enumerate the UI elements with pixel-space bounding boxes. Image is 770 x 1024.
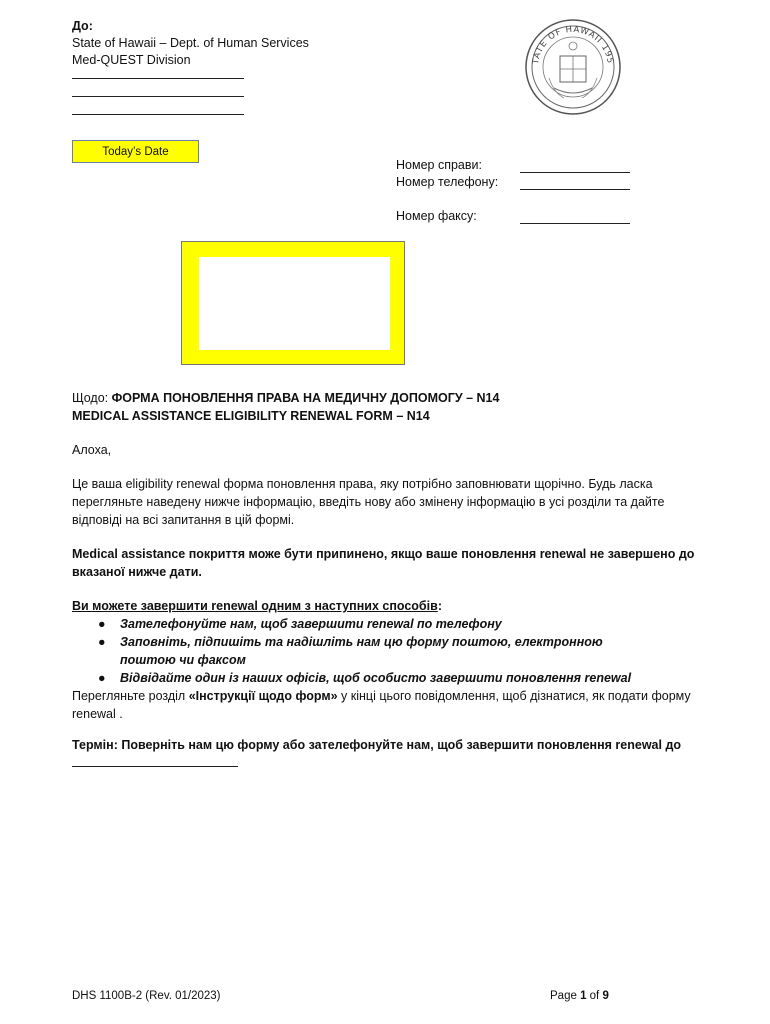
deadline-blank xyxy=(72,756,238,767)
list-item: ● Зателефонуйте нам, щоб завершити renewal по телефону xyxy=(98,617,502,631)
options-heading-colon: : xyxy=(437,599,442,613)
intro-paragraph: Це ваша eligibility renewal форма поновлення права, яку потрібно заповнювати щорічно. Будь ласка перегляньте наведену нижче інформацію, введіть нову або змінену інформацію в усі розділи та дайте відповіді на всі запитання в цій формі. xyxy=(72,477,665,527)
address-blank-2 xyxy=(72,87,244,97)
state-seal-icon xyxy=(524,18,622,116)
list-item: ● Заповніть, підпишіть та надішліть нам цю форму поштою, електронною поштою чи факсом xyxy=(98,635,603,667)
recipient-line-2: Med-QUEST Division xyxy=(72,53,191,67)
form-id: DHS 1100B-2 (Rev. 01/2023) xyxy=(72,990,221,1002)
recipient-block xyxy=(72,18,309,123)
todays-date-label: Today’s Date xyxy=(102,145,169,158)
bullet-icon: ● xyxy=(98,635,106,649)
options-section xyxy=(72,597,712,723)
mailing-address-window xyxy=(199,257,390,350)
fax-number-blank xyxy=(520,211,630,224)
instructions-link-text: «Інструкції щодо форм» xyxy=(188,689,338,703)
phone-number-label: Номер телефону: xyxy=(396,175,499,189)
address-blank-3 xyxy=(72,105,244,115)
greeting: Алоха, xyxy=(72,443,112,457)
phone-number-blank xyxy=(520,177,630,190)
address-blank-1 xyxy=(72,69,244,79)
deadline-text: Термін: Поверніть нам цю форму або зателефонуйте нам, щоб завершити поновлення renewal до xyxy=(72,738,682,752)
to-label: До: xyxy=(72,19,93,33)
list-item: ● Відвідайте один із наших офісів, щоб особисто завершити поновлення renewal xyxy=(98,671,632,685)
options-heading-text: Ви можете завершити renewal одним з наступних способів xyxy=(72,599,438,613)
subject-title-uk: ФОРМА ПОНОВЛЕННЯ ПРАВА НА МЕДИЧНУ ДОПОМОГУ – N14 xyxy=(111,391,500,405)
fax-number-label: Номер факсу: xyxy=(396,209,477,223)
case-number-blank xyxy=(520,160,630,173)
subject-prefix: Щодо: xyxy=(72,391,109,405)
bullet-icon: ● xyxy=(98,671,106,685)
subject-line xyxy=(72,389,712,407)
instructions-text: Перегляньте розділ «Інструкції щодо форм» у кінці цього повідомлення, щоб дізнатися, як подати форму renewal . xyxy=(72,689,691,721)
svg-text:STATE OF HAWAII 1959 xyxy=(524,18,615,66)
warning-paragraph: Medical assistance покриття може бути припинено, якщо ваше поновлення renewal не завершено до вказаної нижче дати. xyxy=(72,547,695,579)
options-heading xyxy=(72,597,712,615)
seal-text: TATE OF HAWAII 195 xyxy=(531,24,615,65)
mailing-address-box xyxy=(181,241,405,365)
case-number-label: Номер справи: xyxy=(396,158,482,172)
page-number: Page 1 of 9 xyxy=(550,990,609,1002)
subject-title-en: MEDICAL ASSISTANCE ELIGIBILITY RENEWAL FORM – N14 xyxy=(72,409,430,423)
recipient-line-1: State of Hawaii – Dept. of Human Services xyxy=(72,36,309,50)
bullet-icon: ● xyxy=(98,617,106,631)
todays-date-box[interactable] xyxy=(72,140,199,163)
options-list xyxy=(72,615,712,687)
